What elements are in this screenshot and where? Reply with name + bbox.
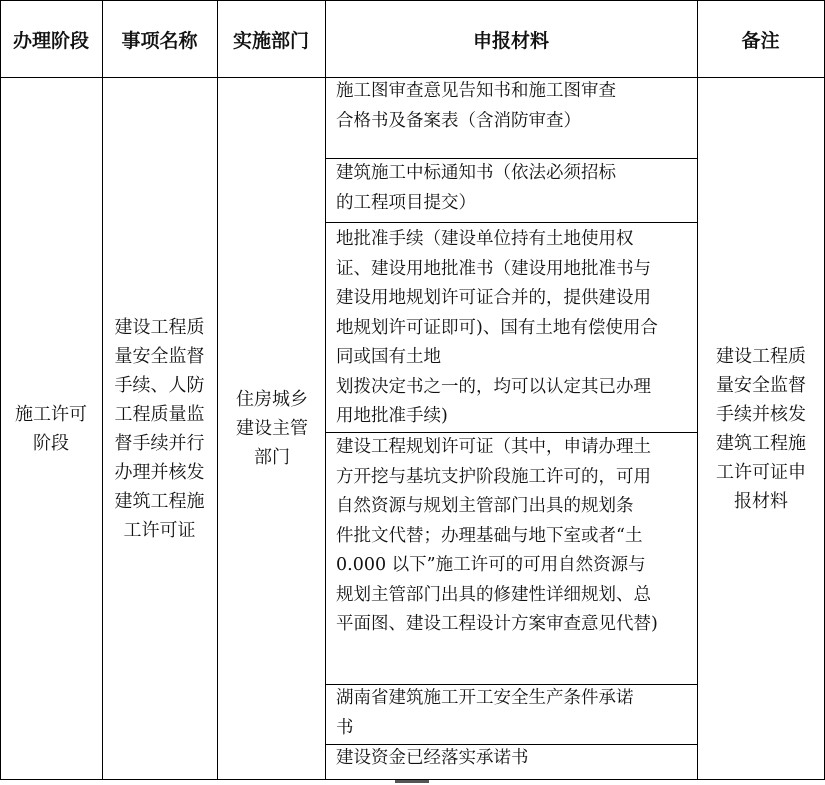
header-materials: 申报材料 (472, 29, 549, 52)
dept-text: 住房城乡建设主管部门 (236, 389, 308, 468)
material-line: 地批准手续（建设单位持有土地使用权 (336, 229, 634, 249)
material-line: 合格书及备案表（含消防审查） (336, 110, 581, 131)
material-item (336, 77, 692, 136)
material-line: 划拨决定书之一的，均可以认定其已办理 (336, 376, 651, 397)
material-line: 地规划许可证即可)、国有土地有偿使用合 (336, 317, 658, 338)
material-line: 书 (336, 717, 354, 738)
material-line: 建设资金已经落实承诺书 (336, 748, 529, 768)
material-line: 湖南省建筑施工开工安全生产条件承诺 (336, 688, 634, 708)
material-line: 自然资源与规划主管部门出具的规划条 (336, 496, 634, 516)
material-item (336, 744, 692, 774)
item-cell (114, 78, 205, 779)
material-item (336, 684, 692, 743)
material-line: 件批文代替；办理基础与地下室或者“土 (336, 525, 643, 546)
material-item (336, 225, 692, 432)
material-line: 0.000 以下”施工许可的可用自然资源与 (336, 555, 646, 575)
remark-text: 建设工程质量安全监督手续并核发建筑工程施工许可证申报材料 (716, 345, 806, 512)
material-line: 规划主管部门出具的修建性详细规划、总 (336, 584, 651, 605)
material-line: 的工程项目提交） (336, 192, 476, 213)
header-remark: 备注 (741, 29, 780, 52)
dept-cell (228, 78, 316, 779)
material-line: 同或国有土地 (336, 347, 441, 367)
header-stage: 办理阶段 (12, 29, 89, 52)
item-text: 建设工程质量安全监督手续、人防工程质量监督手续并行办理并核发建筑工程施工许可证 (114, 316, 205, 541)
header-dept: 实施部门 (232, 29, 309, 52)
material-line: 建设工程规划许可证（其中，申请办理土 (336, 437, 651, 457)
col-divider-3 (325, 0, 326, 780)
col-divider-2 (217, 0, 218, 780)
remark-cell (708, 78, 814, 779)
col-divider-1 (102, 0, 103, 780)
col-divider-4 (697, 0, 698, 780)
material-divider (325, 222, 698, 223)
material-line: 方开挖与基坑支护阶段施工许可的，可用 (336, 466, 651, 487)
material-line: 建筑施工中标通知书（依法必须招标 (336, 163, 616, 183)
header-item: 事项名称 (121, 29, 198, 52)
material-item (336, 433, 692, 640)
material-line: 建设用地规划许可证合并的，提供建设用 (336, 288, 651, 308)
material-line: 施工图审查意见告知书和施工图审查 (336, 81, 616, 101)
stage-cell (10, 78, 92, 779)
stage-text: 施工许可阶段 (15, 403, 87, 454)
material-line: 平面图、建设工程设计方案审查意见代替) (336, 614, 658, 634)
material-item (336, 159, 692, 218)
material-line: 用地批准手续) (336, 406, 448, 426)
col-divider-0 (0, 0, 1, 780)
material-line: 证、建设用地批准书（建设用地批准书与 (336, 258, 651, 279)
page-fragment-mark (395, 780, 429, 783)
